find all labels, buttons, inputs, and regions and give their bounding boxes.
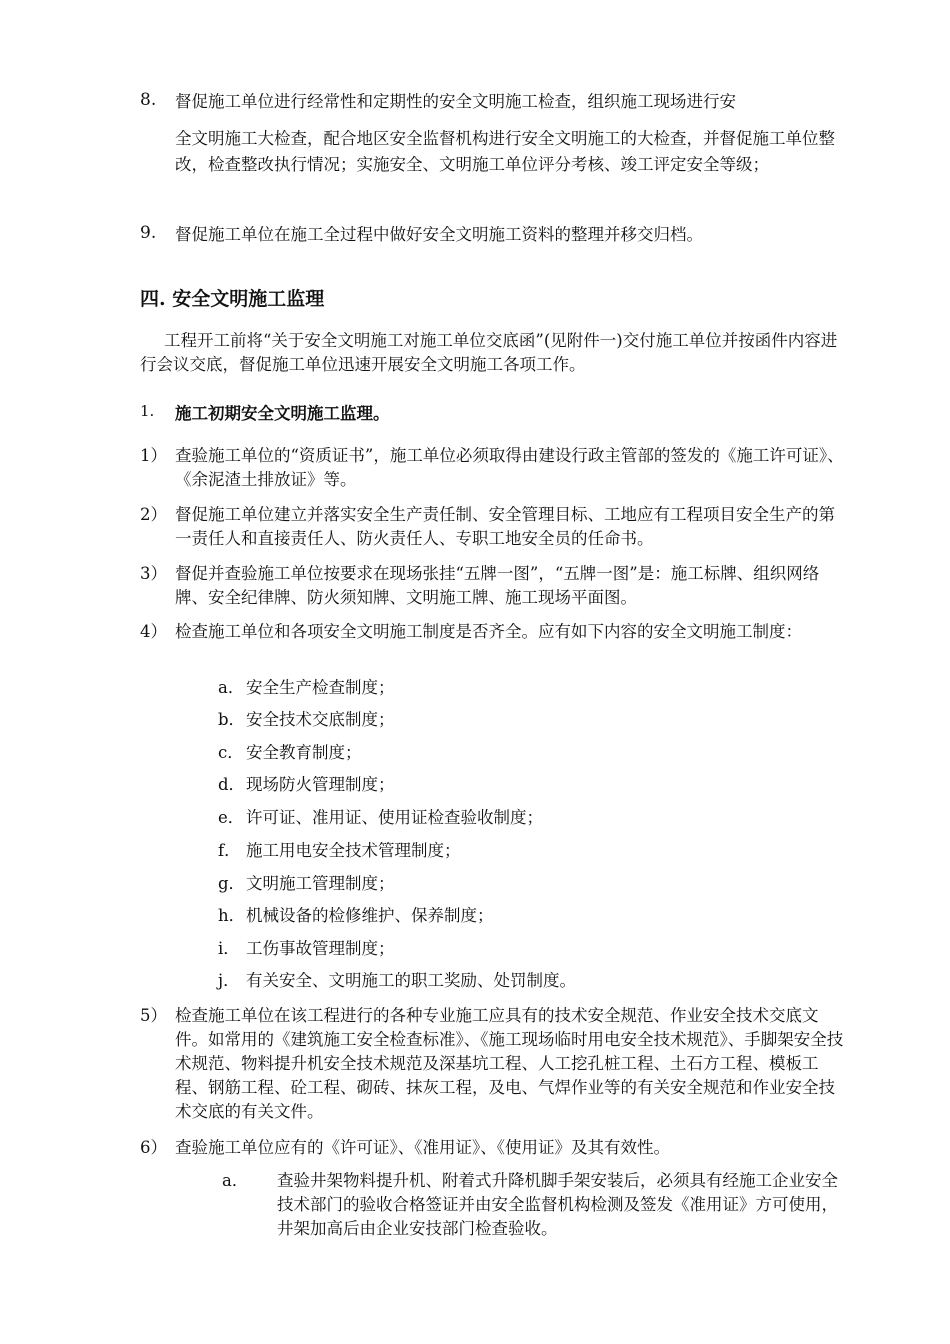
subsection-number: 1.	[140, 402, 155, 420]
para8-first-line: 督促施工单位进行经常性和定期性的安全文明施工检查，组织施工现场进行安	[175, 92, 736, 111]
list-item-text: 检查施工单位和各项安全文明施工制度是否齐全。应有如下内容的安全文明施工制度：	[175, 622, 802, 641]
list-item-number: 2）	[140, 505, 167, 524]
system-item-letter: j．	[218, 971, 240, 990]
list-item-text: 督促施工单位建立并落实安全生产责任制、安全管理目标、工地应有工程项目安全生产的第一责任人和直接责任人、防火责任人、专职工地安全员的任命书。	[175, 505, 835, 548]
system-item-text: 文明施工管理制度；	[246, 874, 395, 893]
system-item-letter: i．	[218, 939, 240, 958]
list-item-text: 查验施工单位应有的《许可证》、《准用证》、《使用证》及其有效性。	[175, 1138, 670, 1157]
system-item	[218, 708, 395, 732]
system-item-text: 工伤事故管理制度；	[246, 939, 395, 958]
subsection-title: 施工初期安全文明施工监理。	[175, 404, 390, 423]
system-item-text: 许可证、准用证、使用证检查验收制度；	[246, 808, 543, 827]
system-item-letter: c．	[218, 743, 244, 762]
system-item	[218, 806, 543, 830]
para9-text: 督促施工单位在施工全过程中做好安全文明施工资料的整理并移交归档。	[175, 225, 703, 244]
list-item-number: 3）	[140, 564, 167, 583]
system-item	[218, 741, 362, 765]
system-item	[218, 937, 395, 961]
item6-subitem	[222, 1169, 852, 1241]
system-item-text: 有关安全、文明施工的职工奖励、处罚制度。	[246, 971, 576, 990]
system-item-letter: a．	[218, 678, 245, 697]
intro-paragraph: 工程开工前将“关于安全文明施工对施工单位交底函”(见附件一)交付施工单位并按函件内容进行会议交底，督促施工单位迅速开展安全文明施工各项工作。	[140, 331, 838, 374]
system-item-text: 机械设备的检修维护、保养制度；	[246, 906, 494, 925]
list-item-text: 查验施工单位的“资质证书”，施工单位必须取得由建设行政主管部的签发的《施工许可证》、《余泥渣土排放证》等。	[175, 446, 844, 489]
system-item	[218, 676, 395, 700]
list-item	[140, 503, 850, 551]
list-item-number: 5）	[140, 1006, 167, 1025]
system-item-letter: f．	[218, 841, 241, 860]
system-item-letter: d．	[218, 775, 246, 794]
para9-number: 9.	[140, 223, 157, 243]
list-item-number: 4）	[140, 622, 167, 641]
list-item-number: 6）	[140, 1138, 167, 1157]
system-item-letter: g．	[218, 874, 246, 893]
system-item-text: 现场防火管理制度；	[246, 775, 395, 794]
list-item	[140, 1136, 850, 1160]
item6-subitem-letter: a．	[222, 1171, 249, 1190]
system-item-text: 施工用电安全技术管理制度；	[246, 841, 461, 860]
list-item-text: 督促并查验施工单位按要求在现场张挂“五牌一图”，“五牌一图”是：施工标牌、组织网络牌、安全纪律牌、防火须知牌、文明施工牌、施工现场平面图。	[175, 564, 820, 607]
list-item	[140, 620, 850, 644]
system-item-letter: b．	[218, 710, 246, 729]
list-item	[140, 562, 850, 610]
para8-number: 8.	[140, 90, 157, 110]
list-item	[140, 444, 850, 492]
item6-subitem-text: 查验井架物料提升机、附着式升降机脚手架安装后，必须具有经施工企业安全技术部门的验收合格签证并由安全监督机构检测及签发《准用证》方可使用，井架加高后由企业安技部门检查验收。	[277, 1171, 838, 1238]
list-item-number: 1）	[140, 446, 167, 465]
list-item	[140, 1004, 850, 1124]
system-item-letter: h．	[218, 906, 246, 925]
system-item-text: 安全生产检查制度；	[246, 678, 395, 697]
system-item	[218, 773, 395, 797]
system-item	[218, 969, 576, 993]
system-item	[218, 839, 461, 863]
system-item-text: 安全教育制度；	[246, 743, 362, 762]
system-item-text: 安全技术交底制度；	[246, 710, 395, 729]
system-item	[218, 904, 494, 928]
system-item	[218, 872, 395, 896]
list-item-text: 检查施工单位在该工程进行的各种专业施工应具有的技术安全规范、作业安全技术交底文件。如常用的《建筑施工安全检查标准》、《施工现场临时用电安全技术规范》、手脚架安全技术规范、物料提升机安全技术规范及深基坑工程、人工挖孔桩工程、土石方工程、模板工程、钢筋工程、砼工程、砌砖、抹灰工程，及电、气焊作业等的有关安全规范和作业安全技术交底的有关文件。	[175, 1006, 844, 1121]
para8-continuation: 全文明施工大检查，配合地区安全监督机构进行安全文明施工的大检查，并督促施工单位整改，检查整改执行情况；实施安全、文明施工单位评分考核、竣工评定安全等级；	[175, 129, 835, 174]
section-heading: 四. 安全文明施工监理	[140, 288, 325, 310]
system-item-letter: e．	[218, 808, 245, 827]
